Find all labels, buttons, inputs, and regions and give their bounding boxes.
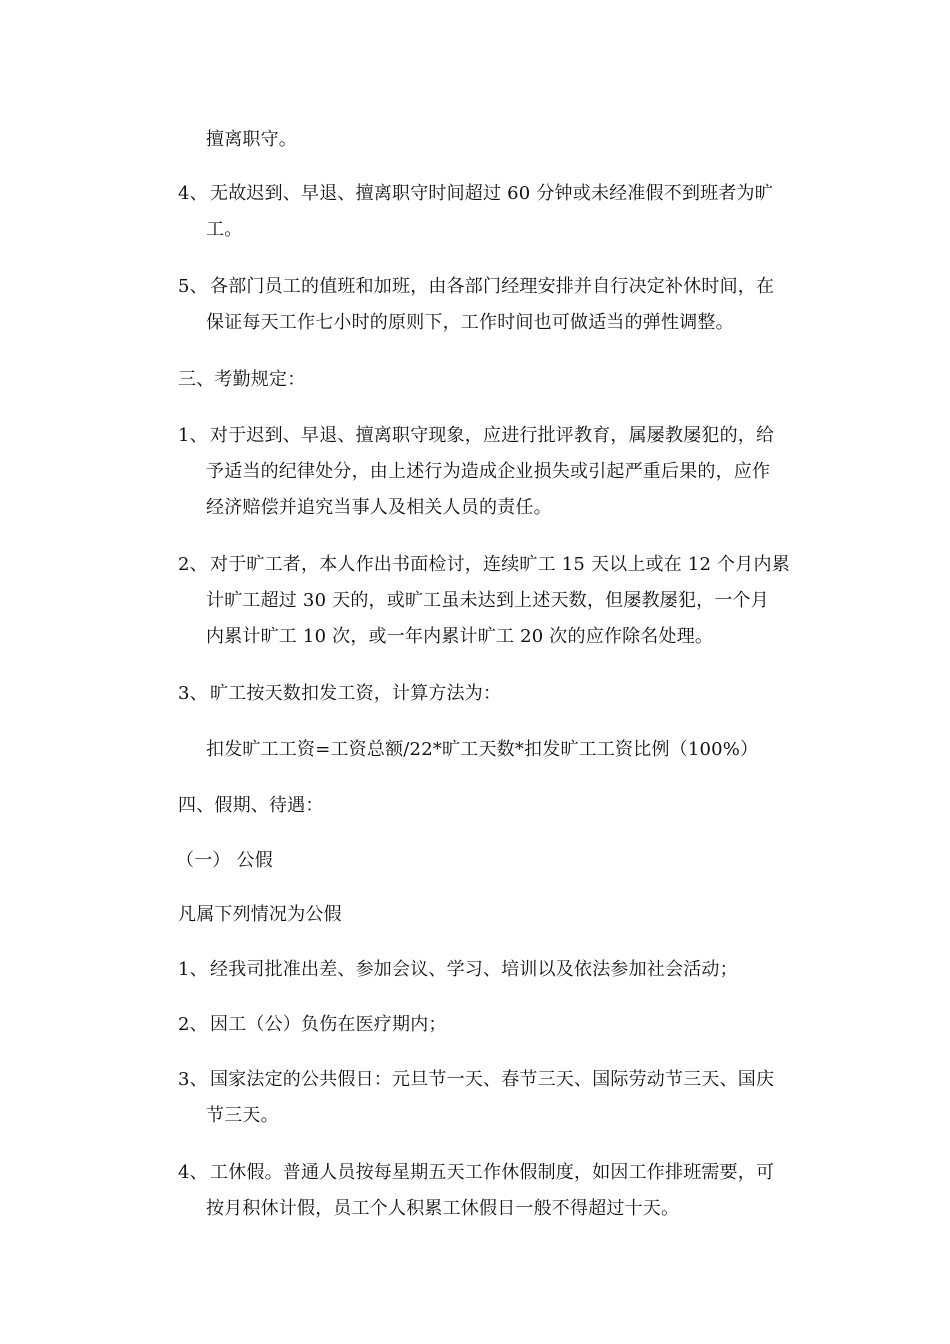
public-leave-item-3-line-1 <box>178 1068 774 1092</box>
item-text: 国家法定的公共假日：元旦节一天、春节三天、国际劳动节三天、国庆 <box>210 1069 775 1090</box>
subsection-heading-public-leave: （一） 公假 <box>176 850 273 871</box>
item-number: 4、 <box>178 183 208 204</box>
attendance-item-2-line-1 <box>178 553 790 577</box>
public-leave-intro: 凡属下列情况为公假 <box>178 904 342 925</box>
item-number: 2、 <box>178 554 208 575</box>
item-text: 旷工按天数扣发工资，计算方法为： <box>210 683 502 704</box>
attendance-item-2-line-2: 计旷工超过 30 天的，或旷工虽未达到上述天数，但屡教屡犯，一个月 <box>206 590 769 611</box>
item-text: 对于迟到、早退、擅离职守现象，应进行批评教育，属屡教屡犯的，给 <box>210 425 775 446</box>
public-leave-item-2 <box>178 1013 447 1037</box>
item-number: 5、 <box>178 276 208 297</box>
public-leave-item-4-line-1 <box>178 1161 774 1185</box>
item-number: 4、 <box>178 1162 208 1183</box>
item-number: 1、 <box>178 959 208 980</box>
rule-item-4-line-1 <box>178 182 773 206</box>
public-leave-item-3-line-2: 节三天。 <box>206 1105 279 1126</box>
item-number: 3、 <box>178 683 208 704</box>
item-text: 工休假。普通人员按每星期五天工作休假制度，如因工作排班需要，可 <box>210 1162 775 1183</box>
paragraph-continuation: 擅离职守。 <box>206 129 297 150</box>
item-text: 经我司批准出差、参加会议、学习、培训以及依法参加社会活动； <box>210 959 738 980</box>
rule-item-5-line-1 <box>178 275 774 299</box>
item-number: 3、 <box>178 1069 208 1090</box>
rule-item-5-line-2: 保证每天工作七小时的原则下，工作时间也可做适当的弹性调整。 <box>206 312 734 333</box>
public-leave-item-4-line-2: 按月积休计假，员工个人积累工休假日一般不得超过十天。 <box>206 1198 680 1219</box>
attendance-item-1-line-3: 经济赔偿并追究当事人及相关人员的责任。 <box>206 497 552 518</box>
public-leave-item-1 <box>178 958 738 982</box>
rule-item-4-line-2: 工。 <box>206 219 243 240</box>
item-number: 1、 <box>178 425 208 446</box>
item-text: 各部门员工的值班和加班，由各部门经理安排并自行决定补休时间，在 <box>210 276 775 297</box>
attendance-item-1-line-1 <box>178 424 774 448</box>
attendance-item-3-line-1 <box>178 682 501 706</box>
section-heading-3: 三、考勤规定： <box>178 369 306 390</box>
item-text: 对于旷工者，本人作出书面检讨，连续旷工 15 天以上或在 12 个月内累 <box>210 554 790 575</box>
attendance-item-2-line-3: 内累计旷工 10 次，或一年内累计旷工 20 次的应作除名处理。 <box>206 626 714 647</box>
section-heading-4: 四、假期、待遇： <box>178 795 324 816</box>
item-number: 2、 <box>178 1014 208 1035</box>
attendance-item-1-line-2: 予适当的纪律处分，由上述行为造成企业损失或引起严重后果的，应作 <box>206 461 771 482</box>
item-text: 无故迟到、早退、擅离职守时间超过 60 分钟或未经准假不到班者为旷 <box>210 183 773 204</box>
formula-line: 扣发旷工工资=工资总额/22*旷工天数*扣发旷工工资比例（100%） <box>206 739 759 760</box>
item-text: 因工（公）负伤在医疗期内； <box>210 1014 447 1035</box>
